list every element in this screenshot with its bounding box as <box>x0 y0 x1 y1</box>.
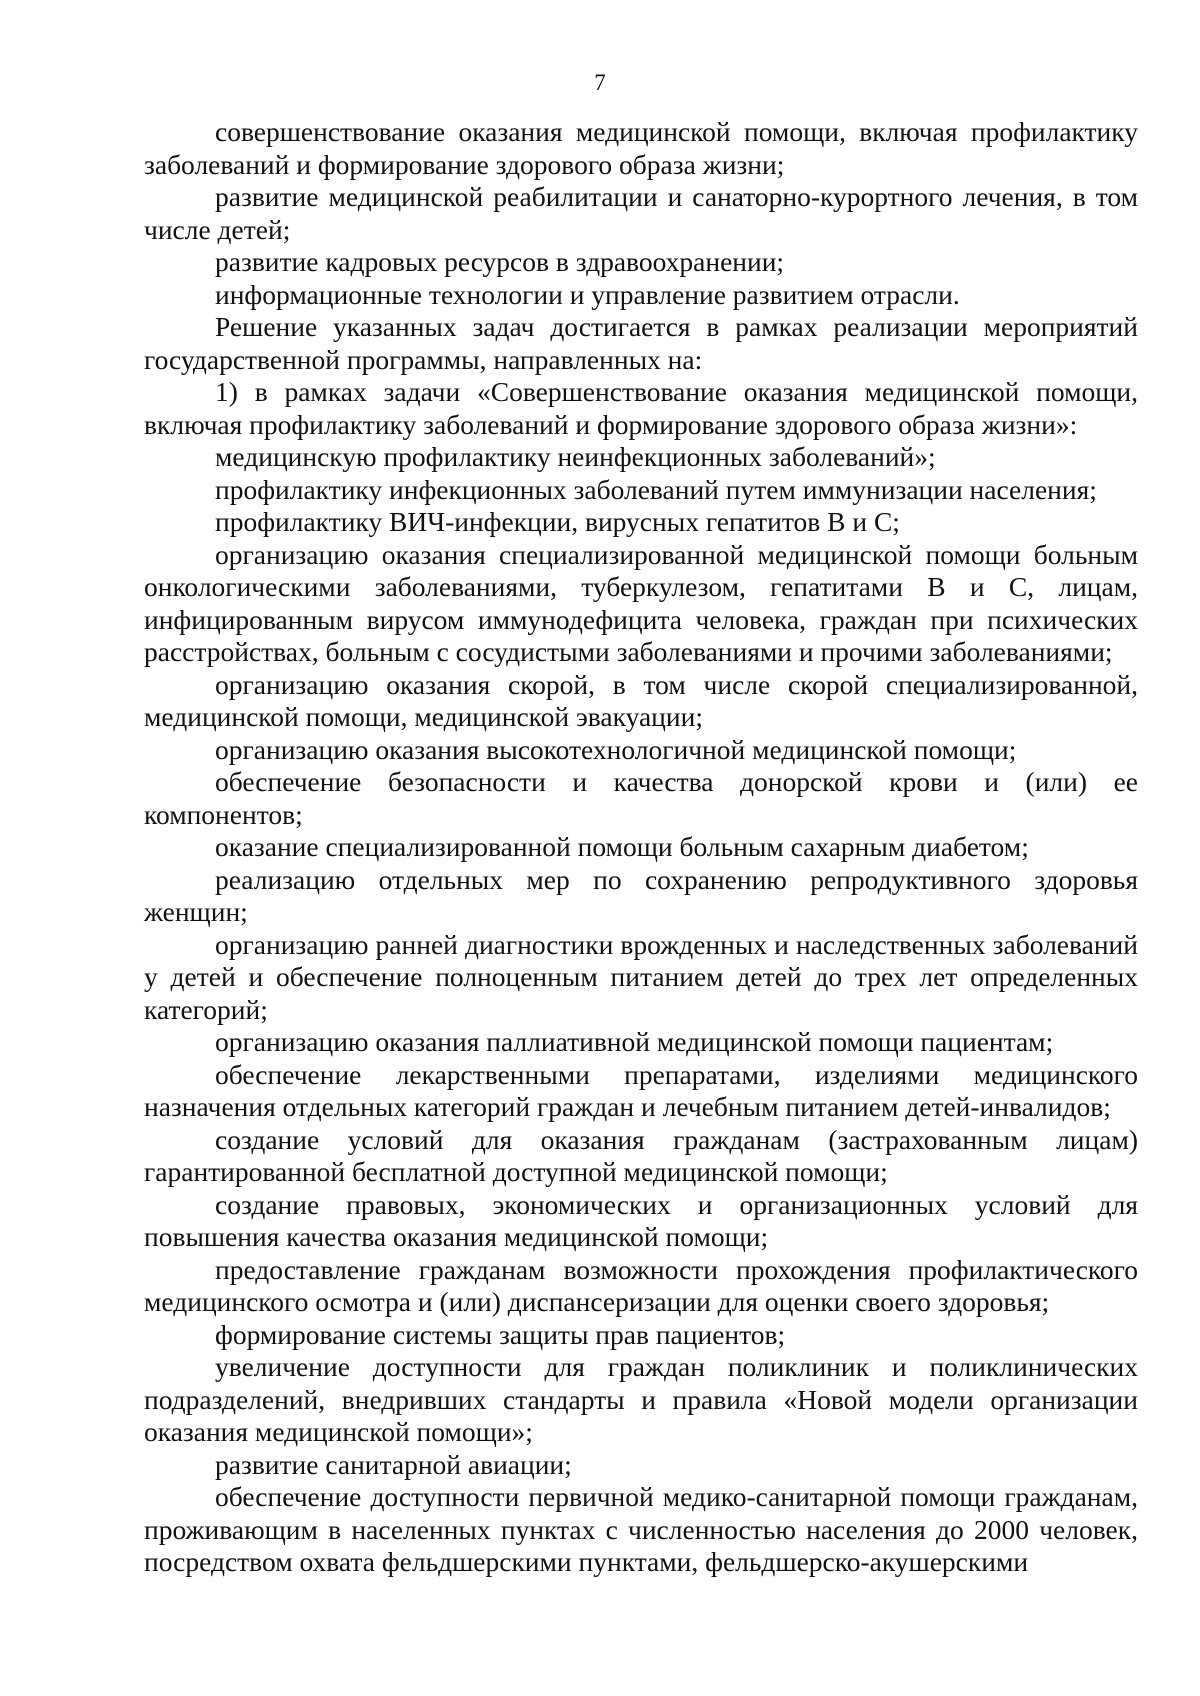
paragraph: организацию ранней диагностики врожденных и наследственных заболеваний у детей и обеспечение полноценным питанием детей до трех лет определенных категорий; <box>144 928 1138 1025</box>
paragraph: обеспечение безопасности и качества донорской крови и (или) ее компонентов; <box>144 766 1138 830</box>
paragraph: создание условий для оказания гражданам (застрахованным лицам) гарантированной бесплатной доступной медицинской помощи; <box>144 1123 1138 1187</box>
paragraph: организацию оказания специализированной медицинской помощи больным онкологическими заболеваниями, туберкулезом, гепатитами В и С, лицам, инфицированным вирусом иммунодефицита человека, граждан при психических расстройствах, больным с сосудистыми заболеваниями и прочими заболеваниями; <box>144 538 1138 667</box>
paragraph: увеличение доступности для граждан поликлиник и поликлинических подразделений, внедривших стандарты и правила «Новой модели организации оказания медицинской помощи»; <box>144 1351 1138 1447</box>
paragraph: 1) в рамках задачи «Совершенствование оказания медицинской помощи, включая профилактику заболеваний и формирование здорового образа жизни»: <box>144 376 1138 440</box>
paragraph: обеспечение лекарственными препаратами, изделиями медицинского назначения отдельных категорий граждан и лечебным питанием детей-инвалидов; <box>144 1058 1138 1122</box>
paragraph: профилактику ВИЧ-инфекции, вирусных гепатитов В и С; <box>215 506 900 537</box>
paragraph: предоставление гражданам возможности прохождения профилактического медицинского осмотра и (или) диспансеризации для оценки своего здоровья; <box>144 1253 1138 1317</box>
paragraph: организацию оказания скорой, в том числе скорой специализированной, медицинской помощи, медицинской эвакуации; <box>144 668 1138 732</box>
paragraph: совершенствование оказания медицинской помощи, включая профилактику заболеваний и формирование здорового образа жизни; <box>144 116 1138 180</box>
paragraph: организацию оказания высокотехнологичной медицинской помощи; <box>215 733 1017 765</box>
page-number: 7 <box>594 70 606 95</box>
document-body <box>144 116 1138 1579</box>
paragraph: информационные технологии и управление развитием отрасли. <box>215 278 960 310</box>
paragraph: обеспечение доступности первичной медико-санитарной помощи гражданам, проживающим в населенных пунктах с численностью населения до 2000 человек, посредством охвата фельдшерскими пунктами, фельдшерско-акушерскими <box>144 1481 1138 1577</box>
paragraph: оказание специализированной помощи больным сахарным диабетом; <box>215 831 1029 862</box>
paragraph: развитие медицинской реабилитации и санаторно-курортного лечения, в том числе детей; <box>144 181 1138 245</box>
paragraph: реализацию отдельных мер по сохранению репродуктивного здоровья женщин; <box>144 863 1138 927</box>
paragraph: создание правовых, экономических и организационных условий для повышения качества оказания медицинской помощи; <box>144 1188 1138 1252</box>
paragraph: формирование системы защиты прав пациентов; <box>215 1318 786 1350</box>
paragraph: профилактику инфекционных заболеваний путем иммунизации населения; <box>215 473 1097 505</box>
paragraph: Решение указанных задач достигается в рамках реализации мероприятий государственной программы, направленных на: <box>144 311 1138 375</box>
paragraph: медицинскую профилактику неинфекционных заболеваний»; <box>215 441 936 472</box>
paragraph: развитие кадровых ресурсов в здравоохранении; <box>215 246 785 277</box>
paragraph: развитие санитарной авиации; <box>215 1448 572 1480</box>
paragraph: организацию оказания паллиативной медицинской помощи пациентам; <box>215 1026 1054 1057</box>
